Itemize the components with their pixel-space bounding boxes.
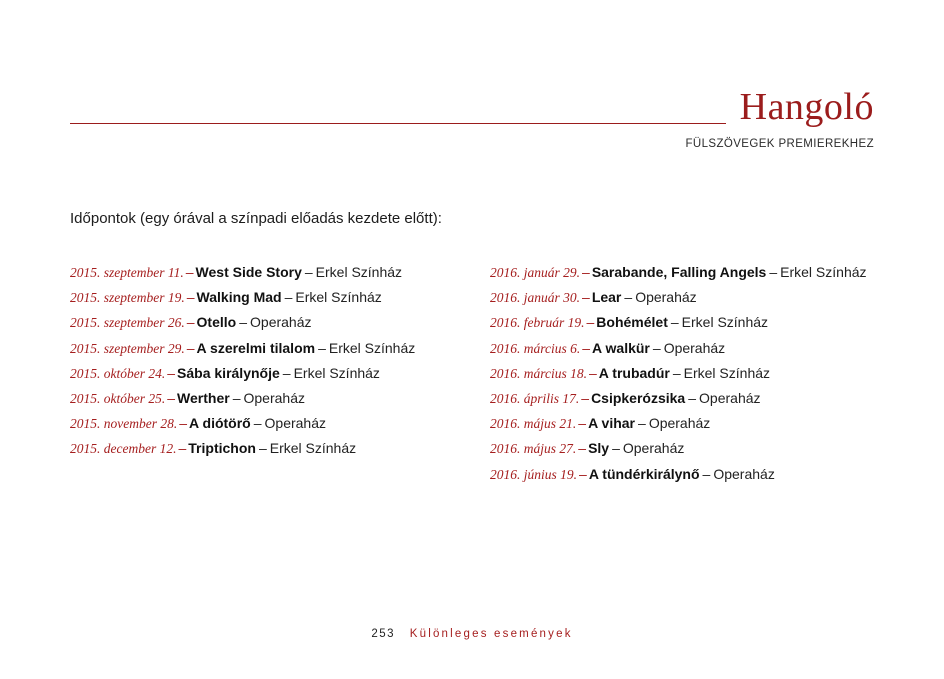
entry-date: 2016. április 17. [490,390,580,406]
page-number: 253 [371,628,396,640]
entry-venue: Erkel Színház [780,264,867,280]
entry-date: 2015. szeptember 29. [70,340,185,356]
entry-date: 2016. május 27. [490,441,577,457]
entry-date: 2015. december 12. [70,441,177,457]
entry-separator: – [638,415,646,432]
schedule-entry [70,260,415,285]
entry-work-title: Lear [591,289,622,306]
schedule-entry [70,285,415,310]
entry-work-title: West Side Story [195,264,302,280]
entry-date: 2016. február 19. [490,315,585,331]
entry-separator: – [624,289,633,306]
entry-date: 2016. január 29. [490,265,581,280]
schedule-entry [70,436,415,461]
page-footer [0,628,944,640]
entry-work-title: A tündérkirálynő [588,465,700,482]
entry-date: 2016. május 21. [490,416,577,432]
entry-dash: – [582,264,590,280]
entry-separator: – [232,389,241,406]
entry-work-title: Sába királynője [177,364,280,381]
entry-venue: Operaház [648,415,711,432]
entry-date: 2016. január 30. [490,290,581,306]
entry-separator: – [304,264,313,280]
entry-date: 2016. március 6. [490,340,581,356]
entry-work-title: A diótörő [189,415,251,432]
schedule-entry [70,411,415,436]
entry-date: 2016. március 18. [490,365,587,381]
schedule-entry [490,285,867,310]
entry-work-title: A vihar [588,415,636,432]
entry-separator: – [688,389,697,406]
entry-dash: – [581,389,590,406]
entry-work-title: A szerelmi tilalom [196,339,316,356]
entry-work-title: Sarabande, Falling Angels [591,264,767,280]
entry-venue: Erkel Színház [328,339,416,356]
entry-separator: – [253,415,262,432]
entry-venue: Erkel Színház [681,314,769,331]
schedule-entry [490,260,867,285]
entry-date: 2015. szeptember 11. [70,265,184,280]
schedule-entry [70,336,415,361]
schedule-entry [70,310,415,335]
entry-separator: – [670,314,679,331]
entry-venue: Operaház [243,389,305,406]
entry-work-title: Werther [177,389,230,406]
entry-separator: – [612,440,620,457]
entry-dash: – [586,314,595,331]
entry-separator: – [258,440,267,457]
entry-dash: – [167,389,176,406]
entry-dash: – [582,339,591,356]
entry-venue: Operaház [663,339,726,356]
entry-dash: – [578,440,587,457]
entry-dash: – [186,314,195,331]
header-rule [70,123,726,124]
entry-venue: Erkel Színház [315,264,403,280]
entry-separator: – [702,465,711,482]
schedule-entry [70,361,415,386]
entry-separator: – [282,364,291,381]
entry-date: 2015. október 25. [70,390,166,406]
entry-date: 2015. október 24. [70,365,166,381]
entry-venue: Erkel Színház [295,289,382,306]
entry-separator: – [672,364,681,381]
entry-work-title: Walking Mad [196,289,282,306]
entry-venue: Operaház [250,314,312,331]
schedule-entry [490,386,867,411]
entry-venue: Erkel Színház [269,440,357,457]
entry-work-title: Triptichon [188,440,256,457]
entry-separator: – [652,339,661,356]
entry-date: 2015. szeptember 26. [70,315,185,331]
intro-text: Időpontok (egy órával a színpadi előadás kezdete előtt): [70,210,442,227]
entry-work-title: Csipkerózsika [591,389,686,406]
schedule-entry [490,336,867,361]
entry-dash: – [167,364,176,381]
entry-work-title: Bohémélet [596,314,668,331]
page-title: Hangoló [739,86,874,128]
footer-section-title: Különleges események [409,628,573,640]
entry-dash: – [582,289,590,306]
entry-dash: – [185,264,194,280]
entry-venue: Erkel Színház [293,364,380,381]
entry-venue: Operaház [713,465,775,482]
entry-venue: Operaház [264,415,326,432]
entry-date: 2015. szeptember 19. [70,290,185,306]
entry-separator: – [284,289,293,306]
schedule-entry [490,436,867,461]
entry-work-title: A trubadúr [598,364,670,381]
entry-venue: Erkel Színház [683,364,771,381]
schedule-entry [70,386,415,411]
entry-separator: – [769,264,778,280]
entry-work-title: Otello [196,314,237,331]
schedule-entry [490,310,867,335]
entry-date: 2015. november 28. [70,416,178,432]
entry-dash: – [186,339,195,356]
schedule-entry [490,361,867,386]
entry-dash: – [179,415,188,432]
entry-work-title: Sly [588,440,610,457]
entry-venue: Operaház [622,440,685,457]
page-subtitle: FÜLSZÖVEGEK PREMIEREKHEZ [685,138,874,150]
schedule-left-column [70,260,415,462]
entry-date: 2016. június 19. [490,466,578,482]
entry-dash: – [579,465,587,482]
entry-dash: – [589,364,597,381]
schedule-entry [490,411,867,436]
entry-venue: Operaház [635,289,697,306]
entry-dash: – [186,289,195,306]
entry-separator: – [239,314,248,331]
schedule-entry [490,462,867,487]
entry-dash: – [178,440,187,457]
entry-work-title: A walkür [592,339,650,356]
entry-venue: Operaház [699,389,761,406]
schedule-right-column [490,260,867,487]
entry-dash: – [578,415,587,432]
entry-separator: – [318,339,326,356]
